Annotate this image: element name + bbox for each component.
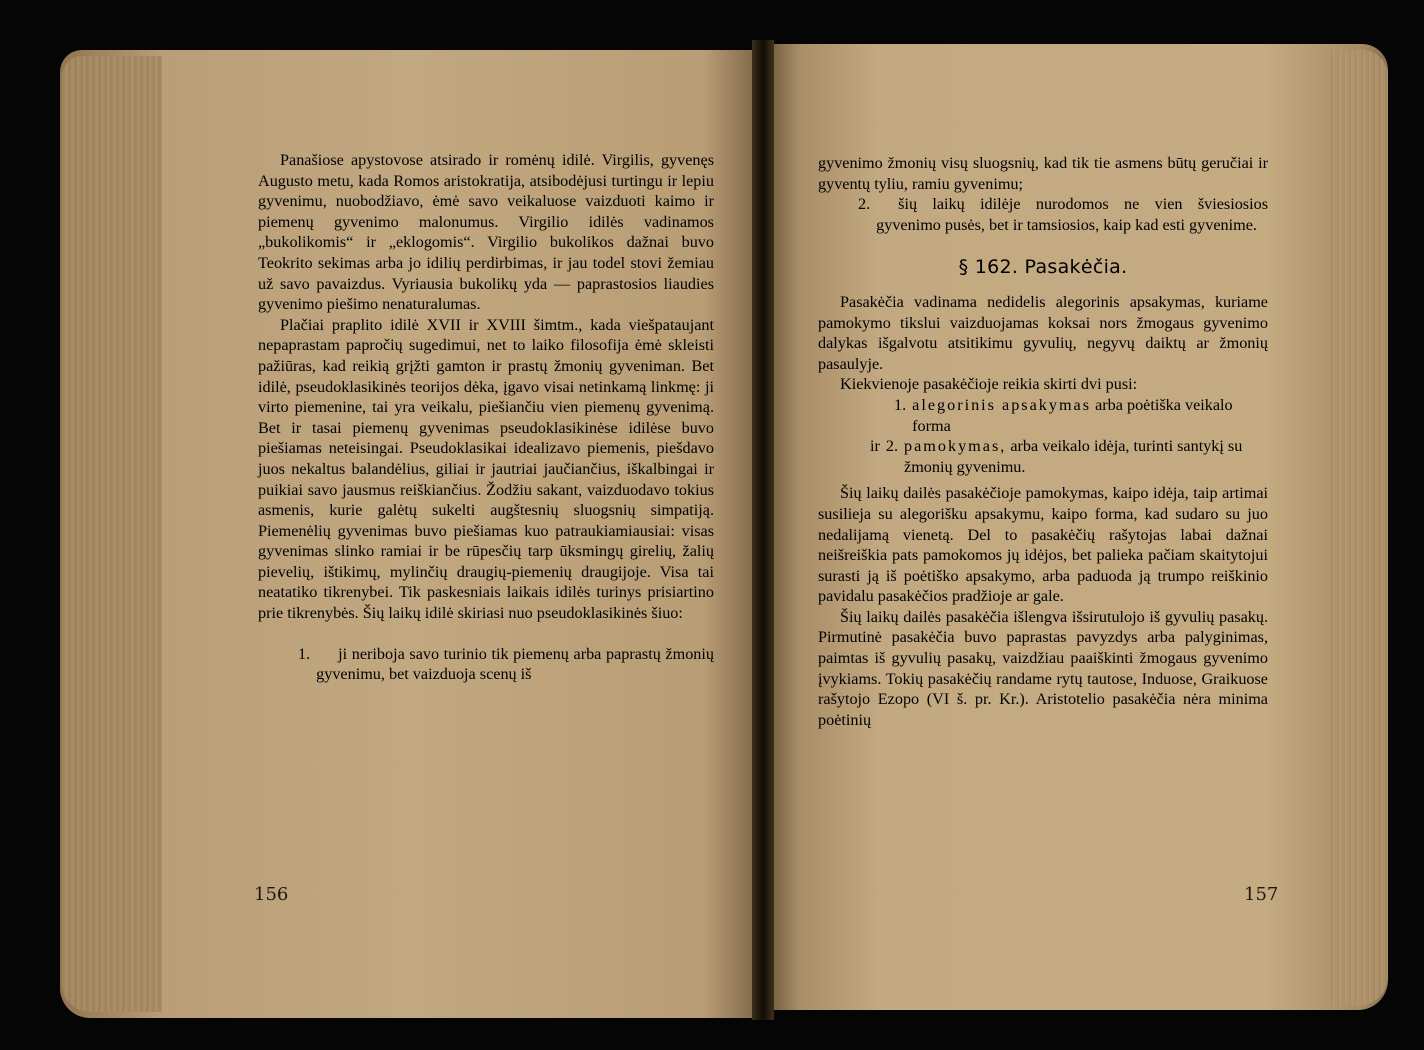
list-text: ji neriboja savo turinio tik piemenų arba paprastų žmonių gyvenimu, bet vaizduoja scenų iš [316,644,714,684]
paragraph: Pasakėčia vadinama nedidelis alegorinis apsakymas, kuriame pamokymo tikslui vaizduojamas koksai nors žmogaus gyvenimo dalykas išgalvotu atsitikimu gyvulių, negyvų daiktų ar žmonių pasaulyje. [818,292,1268,373]
book-gutter [752,40,774,1020]
paragraph: Kiekvienoje pasakėčioje reikia skirti dvi pusi: [840,375,1138,394]
term: alegorinis apsakymas [912,395,1092,414]
paragraph-continuation: gyvenimo žmonių visų sluogsnių, kad tik tie asmens būtų geručiai ir gyventų tyliu, ramiu gyvenimu; [818,154,1268,193]
term-rest: arba poėtiška veikalo forma [912,395,1233,435]
list-item [818,436,1268,477]
list-prefix: ir [870,437,880,456]
paragraph: Panašiose apystovose atsirado ir romėnų idilė. Virgilis, gyvenęs Augusto metu, kada Romos aristokratija, atsibodėjusi turtingu ir lepiu gyvenimu, nuobodžiavo, ėmė savo veikaluose vaizduoti kaimo ir piemenų gyvenimo malonumus. Virgilio idilės vadinamos „bukolikomis“ ir „eklogomis“. Virgilio bukolikos dažnai buvo Teokrito sekimas arba jo idilių perdirbimas, ir jau todel stovi žemiau už savo pavaizdus. Vyriausia bukolikų yda — paprastosios liaudies gyvenimo piešimo nenaturalumas. [258,151,714,314]
list-number: 1. [894,395,907,414]
list-item [258,644,714,685]
list-number: 1. [298,644,311,663]
section-heading: § 162. Pasakėčia. [958,256,1128,279]
left-page-text [258,150,714,685]
left-page-edges [62,56,162,1012]
right-page-text [818,153,1268,730]
term: pamokymas, [904,437,1007,456]
page-number: 156 [254,884,289,905]
page-number: 157 [1244,884,1279,905]
list-number: 2. [858,195,871,214]
paragraph: Šių laikų dailės pasakėčioje pamokymas, kaipo idėja, taip artimai susilieja su alegorišku apsakymu, kaipo forma, kad sudaro su juo nedalijamą vienetą. Del to pasakėčių rašytojas labai dažnai neišreiškia pats pamokomos jų idėjos, bet palieka pačiam skaitytojui surasti ją iš poėtiško apsakymo, arba paduoda ją trumpo reiškinio pavidalu pasakėčios pradžioje ar gale. [818,484,1268,606]
term-rest: arba veikalo idėja, turinti santykį su žmonių gyvenimu. [904,437,1243,476]
paragraph: Šių laikų dailės pasakėčia išlengva išsirutulojo iš gyvulių pasakų. Pirmutinė pasakėčia buvo paprastas pavyzdys arba palyginimas, paimtas iš gyvulių pasakų, vaizdžiau paaiškinti žmogaus gyvenimo įvykiams. Tokių pasakėčių randame rytų tautose, Induose, Graikuose rašytojo Ezopo (VI š. pr. Kr.). Aristotelio pasakėčia nėra minima poėtinių [818,607,1268,729]
right-page-edges [1330,50,1388,1006]
list-text: šių laikų idilėje nurodomos ne vien šviesiosios gyvenimo pusės, bet ir tamsiosios, kaip kad esti gyvenime. [876,195,1268,234]
list-item [818,194,1268,235]
list-item [818,395,1268,436]
list-number: 2. [885,437,899,456]
paragraph: Plačiai praplito idilė XVII ir XVIII šimtm., kada viešpataujant nepaprastam papročių sugedimui, net to laiko filosofija ėmė skleisti pažiūras, kad reikią grįžti gamton ir prastų žmonių gyveniman. Bet idilė, pseudoklasikinės teorijos dėka, įgavo visai netinkamą linkmę: ji virto piemenine, tai yra veikalu, piešiančiu vien piemenų gyvenimą. Bet ir tasai piemenų gyvenimas pseudoklasikinėse idilėse buvo piešiamas neteisingai. Pseudoklasikai idealizavo piemenis, piešdavo juos nekaltus balandėlius, giliai ir jautriai jaučiančius, iškalbingai ir puikiai savo jausmus reiškiančius. Žodžiu sakant, vaizduodavo tokius asmenis, kurie galėtų sukelti augštesnių sluogsnių simpatiją. Piemenėlių gyvenimas buvo piešiamas kuo patraukiamiausiai: visas gyvenimas slinko ramiai ir be rūpesčių tarp ūksmingų girelių, žalių pievelių, ištikimų, mylinčių draugių-piemenių draugijoje. Visa tai neatatiko tikrenybei. Tik paskesniais laikais idilės turinys prisiartino prie tikrenybės. Šių laikų idilė skiriasi nuo pseudoklasikinės šiuo: [258,315,714,623]
